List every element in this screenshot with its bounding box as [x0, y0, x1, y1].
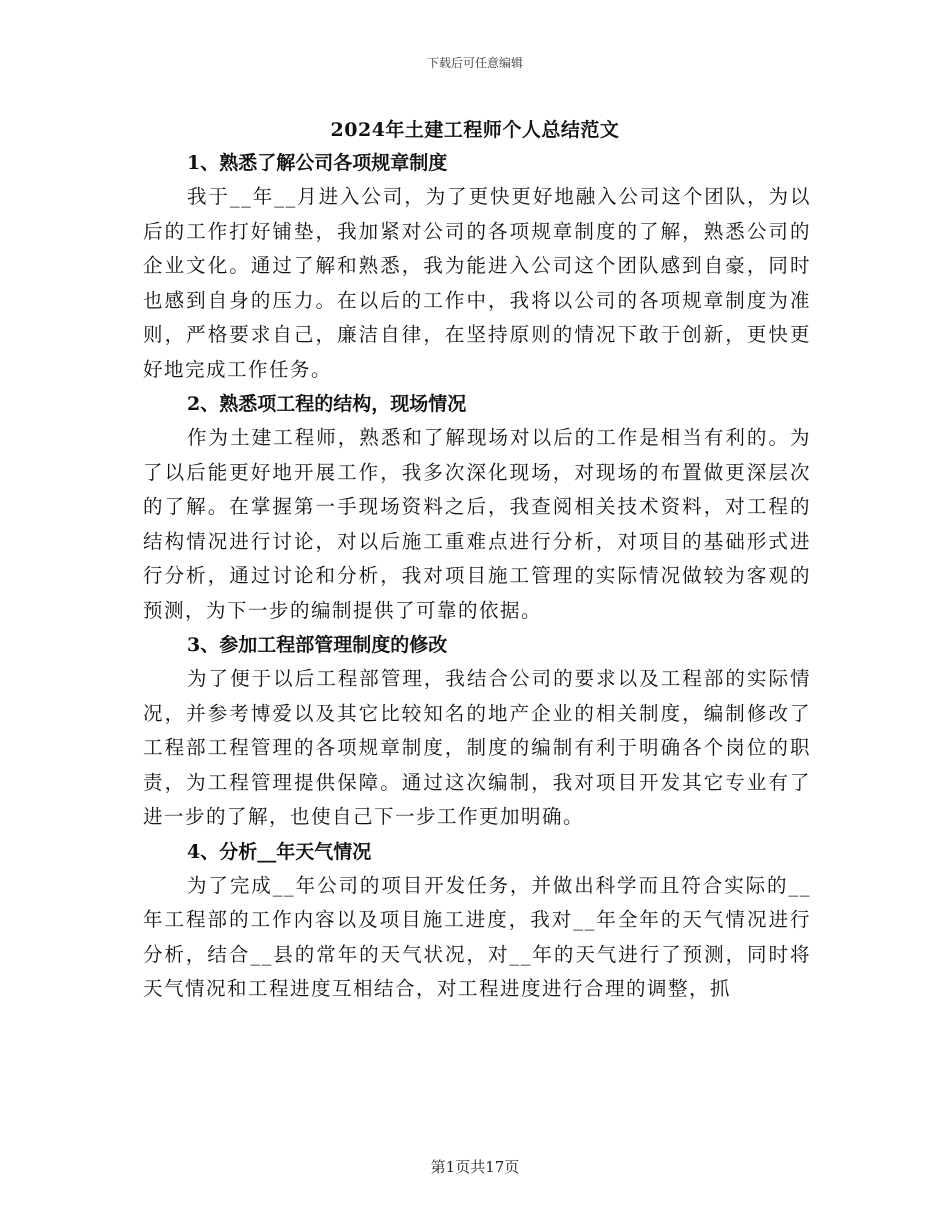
header-note: 下载后可任意编辑 [426, 56, 523, 70]
section-3 [143, 628, 811, 835]
section-heading: 3、参加工程部管理制度的修改 [187, 634, 448, 656]
section-paragraph: 为了便于以后工程部管理，我结合公司的要求以及工程部的实际情况，并参考博爱以及其它比较知名的地产企业的相关制度，编制修改了工程部工程管理的各项规章制度，制度的编制有利于明确各个岗位的职责，为工程管理提供保障。通过这次编制，我对项目开发其它专业有了进一步的了解，也使自己下一步工作更加明确。 [143, 667, 811, 828]
section-4 [143, 835, 811, 1007]
document-title: 2024年土建工程师个人总结范文 [330, 119, 620, 141]
document-body [143, 146, 811, 1007]
section-heading: 2、熟悉项工程的结构，现场情况 [187, 393, 467, 415]
section-2 [143, 387, 811, 628]
section-paragraph: 作为土建工程师，熟悉和了解现场对以后的工作是相当有利的。为了以后能更好地开展工作，我多次深化现场，对现场的布置做更深层次的了解。在掌握第一手现场资料之后，我查阅相关技术资料，对工程的结构情况进行讨论，对以后施工重难点进行分析，对项目的基础形式进行分析，通过讨论和分析，我对项目施工管理的实际情况做较为客观的预测，为下一步的编制提供了可靠的依据。 [143, 426, 811, 622]
section-heading: 4、分析__年天气情况 [187, 840, 372, 863]
section-paragraph: 我于__年__月进入公司，为了更快更好地融入公司这个团队，为以后的工作打好铺垫，我加紧对公司的各项规章制度的了解，熟悉公司的企业文化。通过了解和熟悉，我为能进入公司这个团队感到自豪，同时也感到自身的压力。在以后的工作中，我将以公司的各项规章制度为准则，严格要求自己，廉洁自律，在坚持原则的情况下敢于创新，更快更好地完成工作任务。 [143, 185, 811, 381]
page-number-footer: 第1页共17页 [430, 1158, 520, 1176]
section-1 [143, 146, 811, 387]
section-paragraph: 为了完成__年公司的项目开发任务，并做出科学而且符合实际的__年工程部的工作内容以及项目施工进度，我对__年全年的天气情况进行分析，结合__县的常年的天气状况，对__年的天气进行了预测，同时将天气情况和工程进度互相结合，对工程进度进行合理的调整，抓 [143, 873, 811, 1000]
section-heading: 1、熟悉了解公司各项规章制度 [187, 152, 448, 174]
